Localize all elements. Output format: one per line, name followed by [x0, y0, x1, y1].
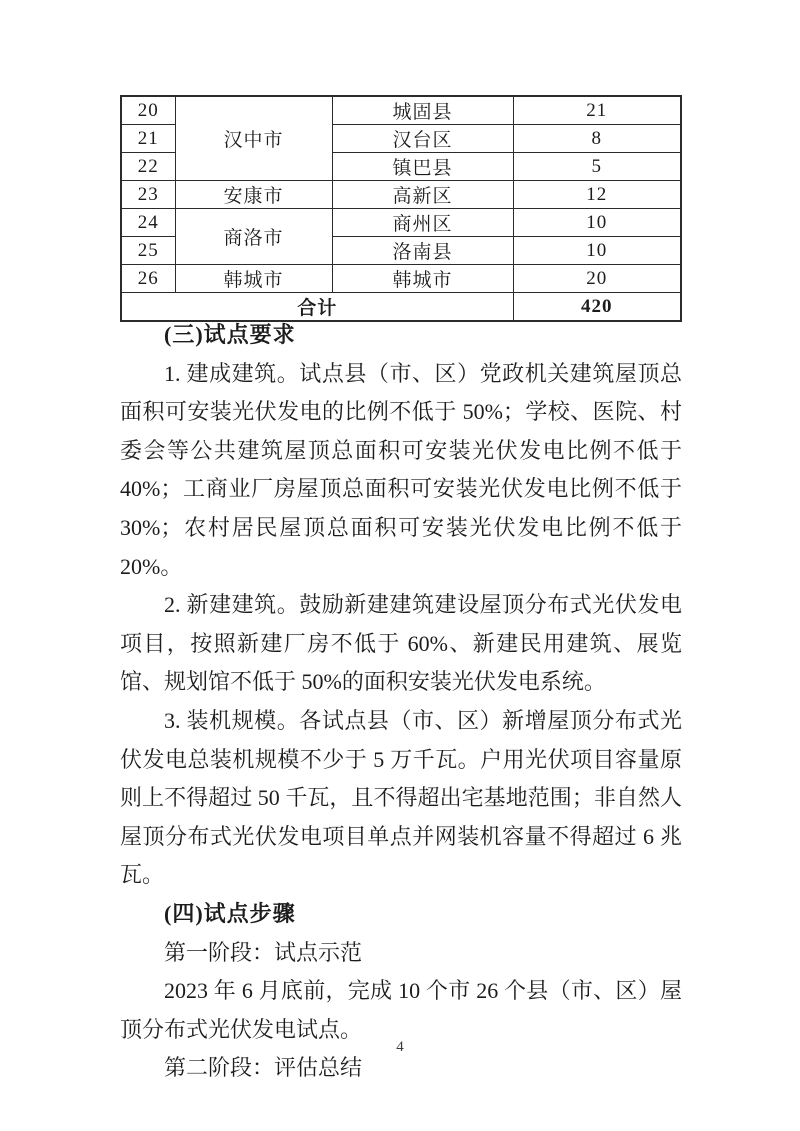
count-cell: 10	[513, 209, 681, 237]
row-number-cell: 20	[121, 96, 175, 125]
total-value-cell: 420	[513, 293, 681, 322]
section-heading-steps: (四)试点步骤	[164, 900, 296, 926]
district-cell: 镇巴县	[332, 153, 513, 181]
district-cell: 汉台区	[332, 125, 513, 153]
table-row	[121, 96, 681, 125]
count-cell: 10	[513, 237, 681, 265]
count-cell: 8	[513, 125, 681, 153]
district-cell: 洛南县	[332, 237, 513, 265]
count-cell: 12	[513, 181, 681, 209]
document-body	[120, 316, 682, 1088]
para-built-buildings: 1. 建成建筑。试点县（市、区）党政机关建筑屋顶总面积可安装光伏发电的比例不低于 50%；学校、医院、村委会等公共建筑屋顶总面积可安装光伏发电比例不低于 40%；工商业厂房屋顶总面积可安装光伏发电比例不低于 30%；农村居民屋顶总面积可安装光伏发电比例不低于 20%。	[120, 360, 682, 579]
row-number-cell: 22	[121, 153, 175, 181]
pilot-counties-table	[120, 95, 682, 322]
table-row	[121, 265, 681, 293]
row-number-cell: 25	[121, 237, 175, 265]
district-cell: 商州区	[332, 209, 513, 237]
section-heading-requirements: (三)试点要求	[164, 322, 296, 347]
count-cell: 20	[513, 265, 681, 293]
total-label-cell: 合计	[121, 293, 513, 322]
table-row	[121, 209, 681, 237]
city-cell: 安康市	[175, 181, 332, 209]
row-number-cell: 24	[121, 209, 175, 237]
table-row	[121, 181, 681, 209]
city-cell: 韩城市	[175, 265, 332, 293]
stage2-title: 第二阶段：评估总结	[164, 1055, 363, 1081]
stage1-body: 2023 年 6 月底前，完成 10 个市 26 个县（市、区）屋顶分布式光伏发电试点。	[120, 978, 682, 1042]
row-number-cell: 21	[121, 125, 175, 153]
para-new-buildings: 2. 新建建筑。鼓励新建建筑建设屋顶分布式光伏发电项目，按照新建厂房不低于 60%、新建民用建筑、展览馆、规划馆不低于 50%的面积安装光伏发电系统。	[120, 592, 682, 695]
count-cell: 5	[513, 153, 681, 181]
stage1-title: 第一阶段：试点示范	[164, 939, 363, 965]
district-cell: 韩城市	[332, 265, 513, 293]
district-cell: 城固县	[332, 96, 513, 125]
district-cell: 高新区	[332, 181, 513, 209]
city-cell: 汉中市	[175, 96, 332, 181]
row-number-cell: 26	[121, 265, 175, 293]
page-number: 4	[396, 1039, 404, 1055]
row-number-cell: 23	[121, 181, 175, 209]
count-cell: 21	[513, 96, 681, 125]
city-cell: 商洛市	[175, 209, 332, 265]
para-installed-capacity: 3. 装机规模。各试点县（市、区）新增屋顶分布式光伏发电总装机规模不少于 5 万千瓦。户用光伏项目容量原则上不得超过 50 千瓦，且不得超出宅基地范围；非自然人屋顶分布式光伏发电项目单点并网装机容量不得超过 6 兆瓦。	[120, 707, 682, 888]
